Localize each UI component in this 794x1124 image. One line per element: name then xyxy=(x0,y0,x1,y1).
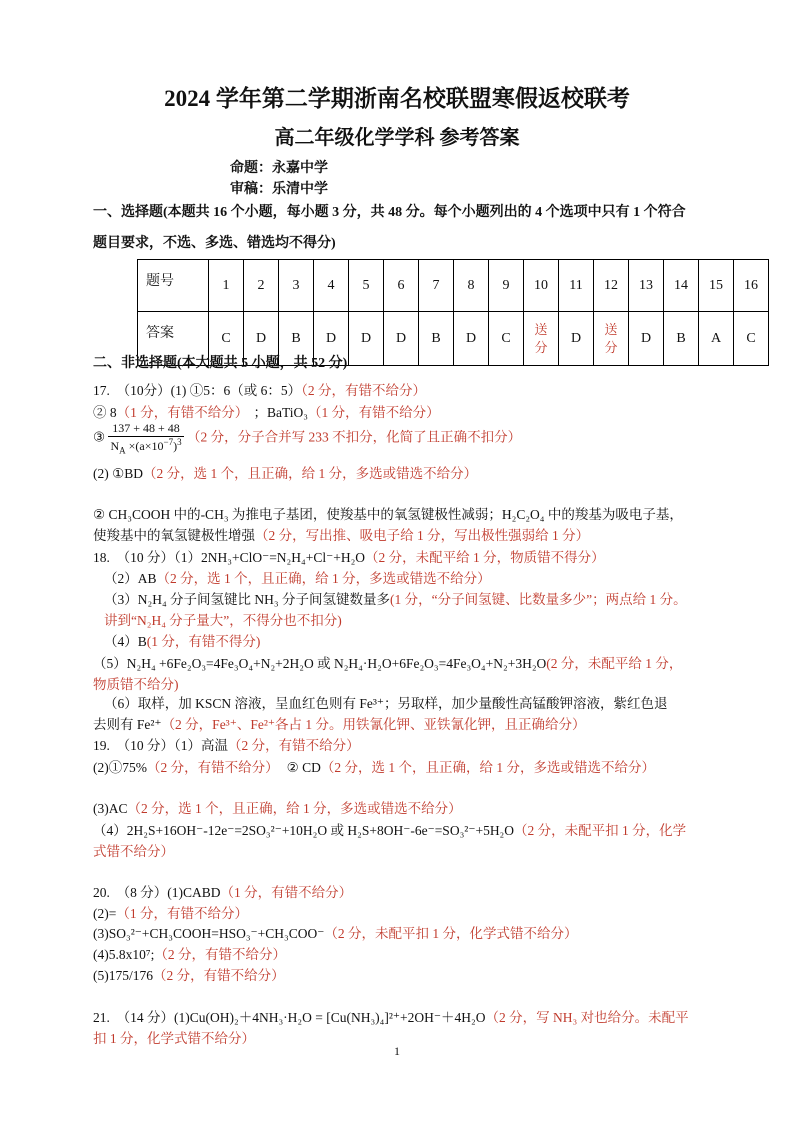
table-cell: 4 xyxy=(314,260,349,312)
answer-table-number-row xyxy=(138,260,769,312)
table-cell: 9 xyxy=(489,260,524,312)
table-cell: D xyxy=(559,312,594,366)
q18-line8: （6）取样，加 KSCN 溶液，呈血红色则有 Fe³⁺；另取样，加少量酸性高锰酸钾溶液，紫红色退 xyxy=(104,696,668,711)
q17-line1: 17. （10分）(1) ①5：6（或 6：5）（2 分，有错不给分） xyxy=(93,383,426,398)
q17-line2: ② 8（1 分，有错不给分） ；BaTiO₃（1 分，有错不给分） xyxy=(93,405,440,420)
table-cell: D xyxy=(314,312,349,366)
table-cell: 15 xyxy=(699,260,734,312)
table-cell: C xyxy=(489,312,524,366)
table-cell: C xyxy=(209,312,244,366)
table-cell: D xyxy=(629,312,664,366)
table-cell: 8 xyxy=(454,260,489,312)
q17-line4: (2) ①BD（2 分，选 1 个，且正确，给 1 分，多选或错选不给分） xyxy=(93,466,478,481)
q20-line5: (5)175/176（2 分，有错不给分） xyxy=(93,968,285,983)
free-points-answer: 送分 xyxy=(604,321,618,355)
section1-heading-cont: 题目要求，不选、多选、错选均不得分) xyxy=(93,236,336,251)
page-subtitle: 高二年级化学学科 参考答案 xyxy=(274,127,520,149)
table-cell: B xyxy=(664,312,699,366)
row-label-answer: 答案 xyxy=(138,312,209,366)
table-cell: 14 xyxy=(664,260,699,312)
table-cell: 3 xyxy=(279,260,314,312)
row-label-number: 题号 xyxy=(138,260,209,312)
table-cell: D xyxy=(454,312,489,366)
q17-line6: 使羧基中的氧氢键极性增强（2 分，写出推、吸电子给 1 分，写出极性强弱给 1 分） xyxy=(93,528,590,543)
q21-line1: 21. （14 分）(1)Cu(OH)₂＋4NH₃·H₂O = [Cu(NH₃)₄]²⁺+2OH⁻＋4H₂O（2 分，写 NH₃ 对也给分。未配平 xyxy=(93,1010,689,1025)
q18-line9: 去则有 Fe²⁺（2 分，Fe³⁺、Fe²⁺各占 1 分。用铁氰化钾、亚铁氰化钾，且正确给分） xyxy=(93,717,586,732)
section2-heading: 二、非选择题(本大题共 5 小题，共 52 分) xyxy=(93,356,348,371)
q18-line4: 讲到“N₂H₄ 分子量大”，不得分也不扣分) xyxy=(104,613,342,628)
table-cell: 13 xyxy=(629,260,664,312)
page-number: 1 xyxy=(394,1044,400,1058)
table-cell: 6 xyxy=(384,260,419,312)
q21-line2: 扣 1 分，化学式错不给分） xyxy=(93,1031,255,1046)
q19-line1: 19. （10 分）（1）高温（2 分，有错不给分） xyxy=(93,738,360,753)
q19-line4: （4）2H₂S+16OH⁻-12e⁻=2SO₃²⁻+10H₂O 或 H₂S+8OH⁻-6e⁻=SO₃²⁻+5H₂O（2 分，未配平扣 1 分，化学 xyxy=(93,823,687,838)
table-cell: C xyxy=(734,312,769,366)
table-cell: D xyxy=(384,312,419,366)
table-cell xyxy=(524,312,559,366)
table-cell: B xyxy=(279,312,314,366)
table-cell: 16 xyxy=(734,260,769,312)
table-cell: B xyxy=(419,312,454,366)
density-formula: $\frac{137 + 48 + 48}{N_A \times(a\times 10^{-7})^3}$ xyxy=(110,421,182,456)
page-title: 2024 学年第二学期浙南名校联盟寒假返校联考 xyxy=(164,86,630,111)
table-cell: 12 xyxy=(594,260,629,312)
q20-line4: (4)5.8x10⁷;（2 分，有错不给分） xyxy=(93,947,286,962)
formula-denominator: $N_A \times(a\times 10^{-7})^3$ xyxy=(110,437,182,456)
q19-line3: (3)AC（2 分，选 1 个，且正确，给 1 分，多选或错选不给分） xyxy=(93,801,462,816)
q20-line1: 20. （8 分）(1)CABD（1 分，有错不给分） xyxy=(93,885,353,900)
table-cell: A xyxy=(699,312,734,366)
table-cell xyxy=(594,312,629,366)
table-cell: D xyxy=(349,312,384,366)
reviewer-line: 审稿：乐清中学 xyxy=(230,182,328,197)
q19-line5: 式错不给分） xyxy=(93,844,174,859)
q20-line3: (3)SO₃²⁻+CH₃COOH=HSO₃⁻+CH₃COO⁻（2 分，未配平扣 1 分，化学式错不给分） xyxy=(93,926,578,941)
q19-line2: (2)①75%（2 分，有错不给分） ② CD（2 分，选 1 个，且正确，给 1 分，多选或错选不给分） xyxy=(93,760,655,775)
free-points-answer: 送分 xyxy=(534,321,548,355)
q18-line1: 18. （10 分）（1）2NH₃+ClO⁻=N₂H₄+Cl⁻+H₂O（2 分，未配平给 1 分，物质错不得分） xyxy=(93,550,605,565)
author-line: 命题：永嘉中学 xyxy=(230,161,328,176)
table-cell: D xyxy=(244,312,279,366)
table-cell: 7 xyxy=(419,260,454,312)
table-cell: 5 xyxy=(349,260,384,312)
table-cell: 11 xyxy=(559,260,594,312)
table-cell: 2 xyxy=(244,260,279,312)
q17-line3: ③ $\frac{137 + 48 + 48}{N_A \times(a\times 10^{-7})^3}$ （2 分，分子合并写 233 不扣分，化简了且正确不扣分） xyxy=(93,421,522,456)
q18-line3: （3）N₂H₄ 分子间氢键比 NH₃ 分子间氢键数量多(1 分，“分子间氢键、比数量多少”；两点给 1 分。 xyxy=(104,592,687,607)
table-cell: 10 xyxy=(524,260,559,312)
q18-line2: （2）AB（2 分，选 1 个，且正确，给 1 分，多选或错选不给分） xyxy=(104,571,491,586)
q18-line5: （4）B(1 分，有错不得分) xyxy=(104,634,261,649)
q18-line7: 物质错不给分) xyxy=(93,677,179,692)
q17-line5: ② CH₃COOH 中的-CH₃ 为推电子基团，使羧基中的氧氢键极性减弱；H₂C₂O₄ 中的羧基为吸电子基， xyxy=(93,507,683,522)
table-cell: 1 xyxy=(209,260,244,312)
q20-line2: (2)=（1 分，有错不给分） xyxy=(93,906,248,921)
q18-line6: （5）N₂H₄ +6Fe₂O₃=4Fe₃O₄+N₂+2H₂O 或 N₂H₄·H₂O+6Fe₂O₃=4Fe₃O₄+N₂+3H₂O(2 分，未配平给 1 分， xyxy=(93,656,683,671)
section1-heading: 一、选择题(本题共 16 个小题，每小题 3 分，共 48 分。每个小题列出的 4 个选项中只有 1 个符合 xyxy=(93,205,686,220)
